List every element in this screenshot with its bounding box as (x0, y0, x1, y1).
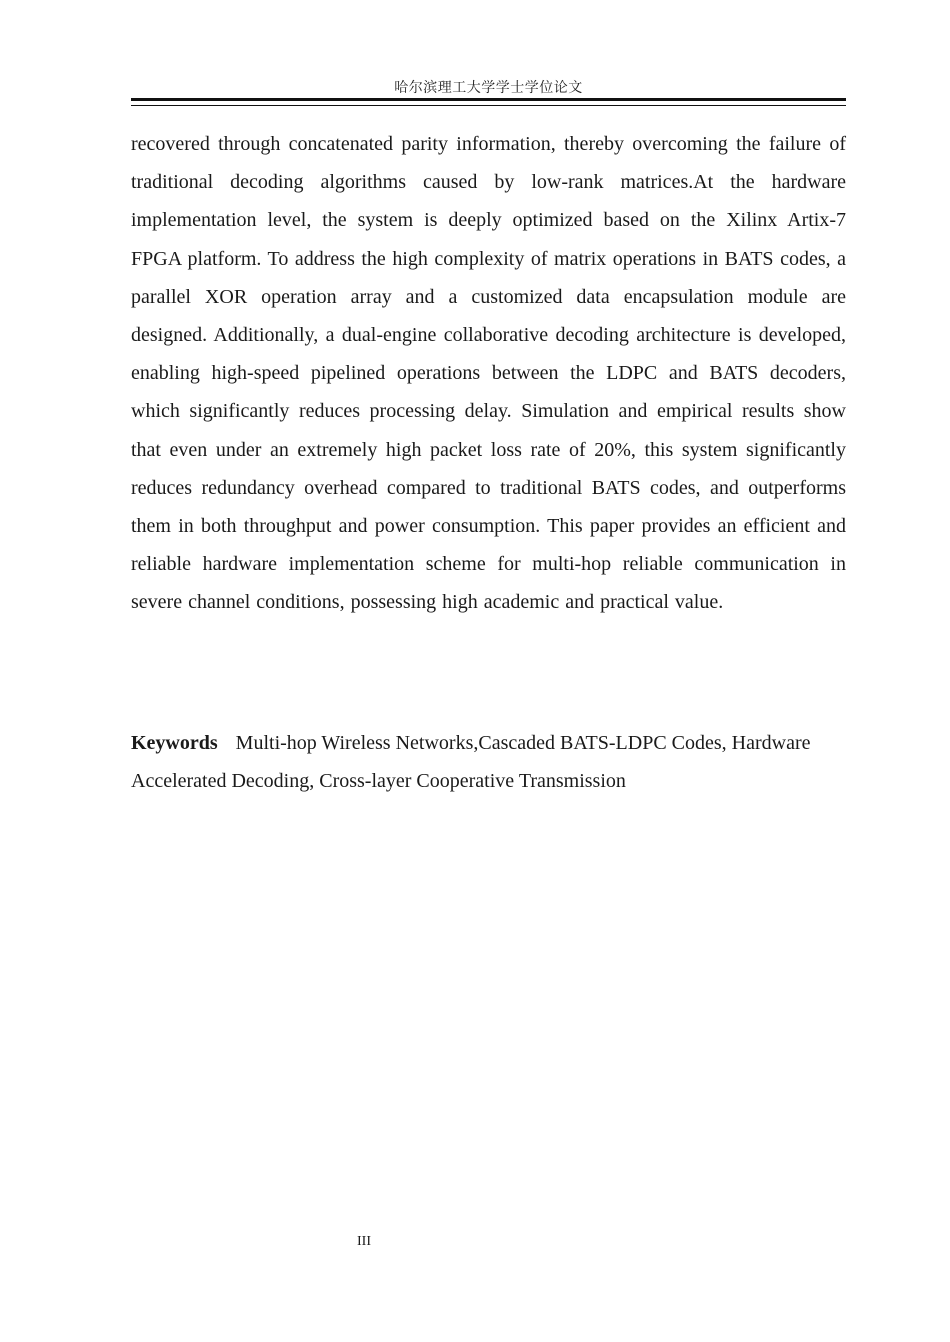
keywords-text: Multi-hop Wireless Networks,Cascaded BATS-LDPC Codes, Hardware Accelerated Decoding, Cross-layer Cooperative Transmission (131, 732, 811, 792)
abstract-paragraph: recovered through concatenated parity information, thereby overcoming the failure of traditional decoding algorithms caused by low-rank matrices.At the hardware implementation level, the system is deeply optimized based on the Xilinx Artix-7 FPGA platform. To address the high complexity of matrix operations in BATS codes, a parallel XOR operation array and a customized data encapsulation module are designed. Additionally, a dual-engine collaborative decoding architecture is developed, enabling high-speed pipelined operations between the LDPC and BATS decoders, which significantly reduces processing delay. Simulation and empirical results show that even under an extremely high packet loss rate of 20%, this system significantly reduces redundancy overhead compared to traditional BATS codes, and outperforms them in both throughput and power consumption. This paper provides an efficient and reliable hardware implementation scheme for multi-hop reliable communication in severe channel conditions, possessing high academic and practical value. (131, 133, 846, 614)
header-double-rule (131, 98, 846, 106)
keywords-block (131, 724, 846, 800)
page-number: III (357, 1234, 371, 1249)
running-header-title: 哈尔滨理工大学学士学位论文 (394, 80, 583, 96)
keywords-label: Keywords (131, 732, 218, 754)
